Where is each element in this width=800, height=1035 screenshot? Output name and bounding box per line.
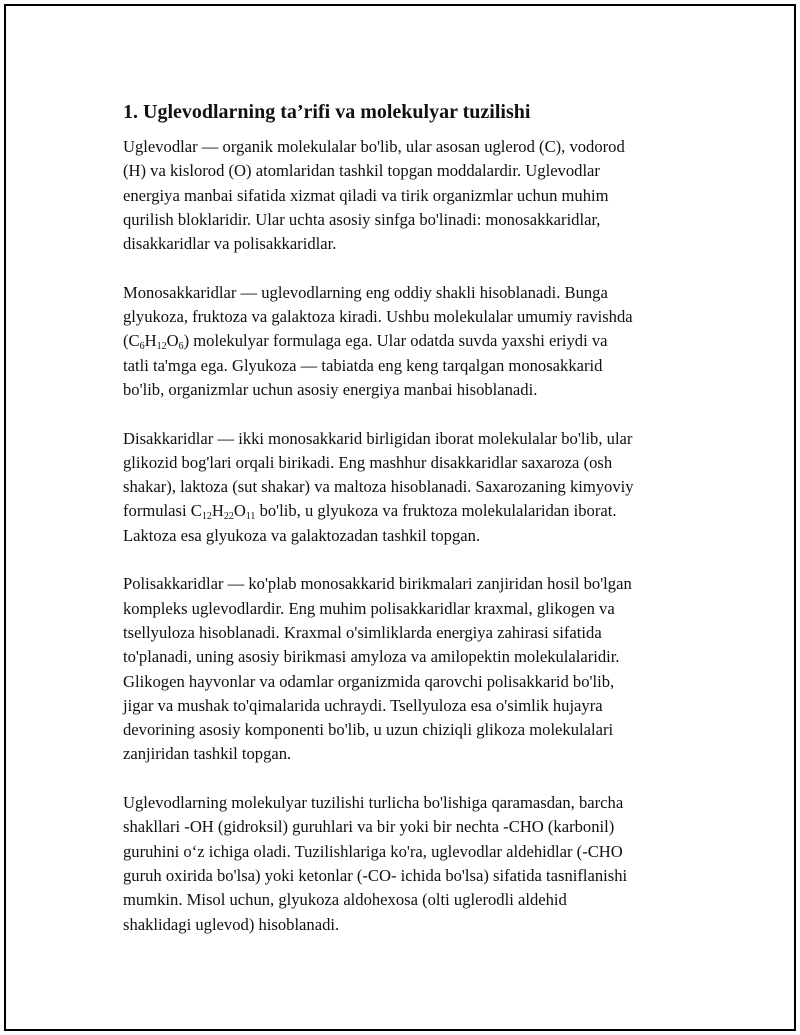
text-line: Uglevodlar — organik molekulalar bo'lib, ular asosan uglerod (C), vodorod	[123, 137, 625, 156]
text-line: qurilish bloklaridir. Ular uchta asosiy sinfga bo'linadi: monosakkaridlar,	[123, 209, 601, 229]
paragraph-monosaccharides	[123, 281, 695, 402]
text-line: energiya manbai sifatida xizmat qiladi va tirik organizmlar uchun muhim	[123, 185, 609, 205]
text-fragment: (	[123, 331, 129, 351]
paragraph-definition	[123, 135, 695, 256]
document-body	[123, 99, 695, 961]
text-line: (H) va kislorod (O) atomlaridan tashkil topgan moddalardir. Uglevodlar	[123, 161, 600, 181]
element-symbol: O	[233, 501, 246, 521]
formula-line	[123, 499, 695, 523]
text-line: glyukoza, fruktoza va galaktoza kiradi. Ushbu molekulalar umumiy ravishda	[123, 307, 633, 327]
text-line: bo'lib, organizmlar uchun asosiy energiya manbai hisoblanadi.	[123, 379, 538, 399]
element-symbol: C	[190, 501, 202, 521]
text-line: devorining asosiy komponenti bo'lib, u uzun chiziqli glikoza molekulalari	[123, 720, 614, 740]
text-line: disakkaridlar va polisakkaridlar.	[123, 234, 337, 254]
element-symbol: H	[211, 501, 224, 521]
paragraph-molecular-structure	[123, 791, 695, 937]
element-symbol: O	[166, 331, 179, 351]
text-line: mumkin. Misol uchun, glyukoza aldohexosa (olti uglerodli aldehid	[123, 890, 567, 910]
subscript: 6	[178, 341, 184, 353]
text-line: jigar va mushak to'qimalarida uchraydi. Tsellyuloza esa o'simlik hujayra	[123, 695, 603, 715]
text-line: shaklidagi uglevod) hisoblanadi.	[123, 914, 340, 934]
text-line: Glikogen hayvonlar va odamlar organizmida qarovchi polisakkarid bo'lib,	[123, 671, 615, 691]
text-line: Uglevodlarning molekulyar tuzilishi turlicha bo'lishiga qaramasdan, barcha	[123, 793, 624, 813]
paragraph-disaccharides	[123, 427, 695, 548]
subscript: 12	[201, 511, 212, 523]
text-line: guruhini o‘z ichiga oladi. Tuzilishlariga ko'ra, uglevodlar aldehidlar (-CHO	[123, 841, 623, 861]
text-line: to'planadi, uning asosiy birikmasi amyloza va amilopektin molekulalaridir.	[123, 647, 620, 667]
formula-glucose	[128, 331, 184, 353]
text-line: tsellyuloza hisoblanadi. Kraxmal o'simliklarda energiya zahirasi sifatida	[123, 622, 602, 642]
text-fragment: formulasi	[123, 501, 191, 521]
text-line: shakar), laktoza (sut shakar) va maltoza hisoblanadi. Saxarozaning kimyoviy	[123, 477, 634, 497]
paragraph-polysaccharides	[123, 572, 695, 766]
subscript: 11	[245, 511, 256, 523]
text-line: Laktoza esa glyukoza va galaktozadan tashkil topgan.	[123, 525, 481, 545]
text-line: Disakkaridlar — ikki monosakkarid birligidan iborat molekulalar bo'lib, ular	[123, 428, 633, 448]
subscript: 12	[156, 341, 167, 353]
element-symbol: H	[144, 331, 157, 351]
subscript: 22	[223, 511, 234, 523]
text-line: kompleks uglevodlardir. Eng muhim polisakkaridlar kraxmal, glikogen va	[123, 598, 615, 618]
text-line: glikozid bog'lari orqali birikadi. Eng mashhur disakkaridlar saxaroza (osh	[123, 452, 613, 472]
text-line: Polisakkaridlar — ko'plab monosakkarid birikmalari zanjiridan hosil bo'lgan	[123, 574, 632, 594]
subscript: 6	[139, 341, 145, 353]
element-symbol: C	[128, 331, 140, 351]
text-line: Monosakkaridlar — uglevodlarning eng oddiy shakli hisoblanadi. Bunga	[123, 282, 608, 302]
text-line: guruh oxirida bo'lsa) yoki ketonlar (-CO- ichida bo'lsa) sifatida tasniflanishi	[123, 865, 628, 885]
text-fragment: ) molekulyar formulaga ega. Ular odatda suvda yaxshi eriydi va	[183, 331, 608, 351]
formula-line	[123, 329, 695, 353]
text-line: tatli ta'mga ega. Glyukoza — tabiatda eng keng tarqalgan monosakkarid	[123, 355, 603, 375]
text-line: shakllari -OH (gidroksil) guruhlari va bir yoki bir nechta -CHO (karbonil)	[123, 817, 615, 837]
text-line: zanjiridan tashkil topgan.	[123, 744, 292, 764]
formula-sucrose	[190, 501, 256, 523]
page-frame	[4, 4, 796, 1031]
section-heading: 1. Uglevodlarning ta’rifi va molekulyar tuzilishi	[123, 101, 531, 123]
text-fragment: bo'lib, u glyukoza va fruktoza molekulalaridan iborat.	[255, 501, 617, 521]
